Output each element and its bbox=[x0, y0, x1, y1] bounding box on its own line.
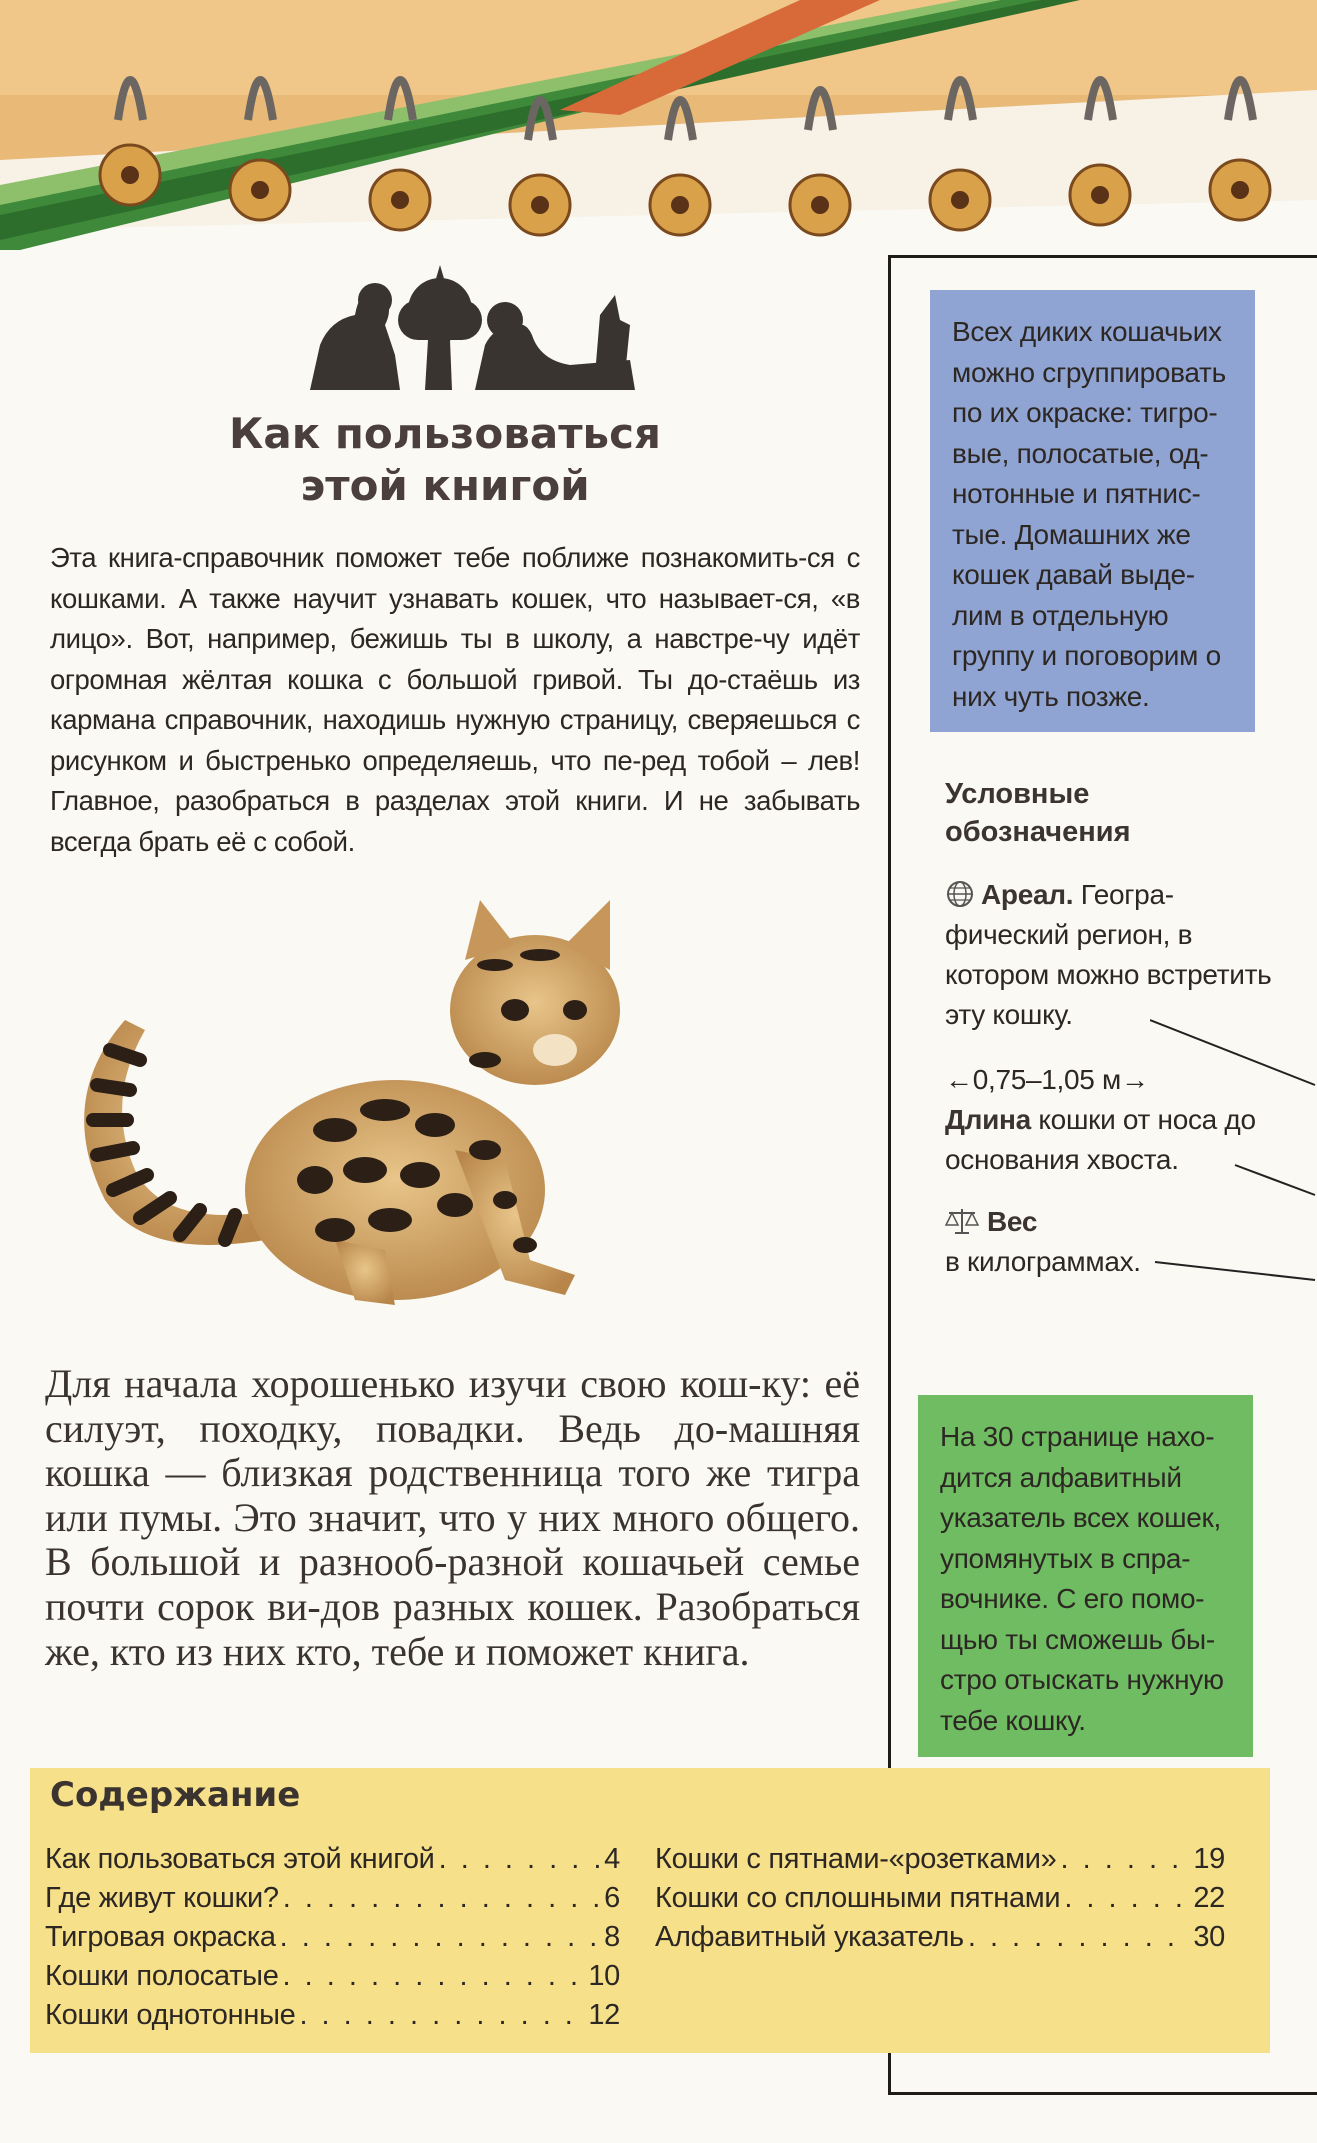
length-range: ←0,75–1,05 м→ bbox=[945, 1064, 1149, 1095]
weight-text: в килограммах. bbox=[945, 1246, 1141, 1277]
toc-entry[interactable] bbox=[45, 1996, 620, 2035]
reading-silhouette-icon bbox=[300, 265, 645, 395]
toc-page: 12 bbox=[588, 1999, 620, 2031]
coloring-groups-text: Всех диких кошачьих можно сгруппировать по их окраске: тигро-вые, полосатые, од-нотонные и пятнис-тые. Домашних же кошек давай выде-лим в отдельную группу и поговорим о них чуть позже. bbox=[952, 316, 1226, 712]
legend-title bbox=[945, 775, 1245, 851]
toc-entry[interactable] bbox=[655, 1879, 1225, 1918]
toc-page: 8 bbox=[604, 1921, 620, 1953]
toc-leader-dots bbox=[299, 1996, 584, 2035]
toc-left-column bbox=[45, 1840, 620, 2035]
margay-cat-illustration bbox=[35, 900, 765, 1340]
toc-page: 10 bbox=[588, 1960, 620, 1992]
title-line-1: Как пользоваться bbox=[229, 409, 661, 458]
contents-title: Содержание bbox=[50, 1775, 301, 1815]
toc-leader-dots bbox=[439, 1840, 601, 1879]
toc-leader-dots bbox=[280, 1918, 600, 1957]
index-info-text: На 30 странице нахо-дится алфавитный указатель всех кошек, упомянутых в спра-вочнике. С его помо-щью ты сможешь бы-стро отыскать нужную тебе кошку. bbox=[940, 1421, 1224, 1736]
toc-label: Кошки однотонные bbox=[45, 1999, 296, 2031]
frame-line-bottom bbox=[888, 2092, 1317, 2095]
toc-leader-dots bbox=[283, 1879, 600, 1918]
frame-line-top bbox=[888, 255, 1317, 258]
toc-right-column bbox=[655, 1840, 1225, 1957]
title-line-2: этой книгой bbox=[300, 461, 590, 510]
toc-label: Кошки с пятнами-«розетками» bbox=[655, 1843, 1057, 1875]
toc-page: 22 bbox=[1193, 1882, 1225, 1914]
intro-paragraph: Эта книга-справочник поможет тебе поближе познакомить-ся с кошками. А также научит узнавать кошек, что называет-ся, «в лицо». Вот, например, бежишь ты в школу, а навстре-чу идёт огромная жёлтая кошка с большой гривой. Ты до-стаёшь из кармана справочник, находишь нужную страницу, сверяешься с рисунком и быстренько определяешь, что пе-ред тобой – лев! Главное, разобраться в разделах этой книги. И не забывать всегда брать её с собой. bbox=[50, 542, 860, 857]
toc-page: 4 bbox=[604, 1843, 620, 1875]
toc-page: 19 bbox=[1193, 1843, 1225, 1875]
toc-leader-dots bbox=[1064, 1879, 1189, 1918]
toc-entry[interactable] bbox=[45, 1840, 620, 1879]
toc-leader-dots bbox=[283, 1957, 585, 1996]
toc-entry[interactable] bbox=[45, 1918, 620, 1957]
toc-label: Кошки полосатые bbox=[45, 1960, 279, 1992]
toc-label: Тигровая окраска bbox=[45, 1921, 276, 1953]
toc-label: Алфавитный указатель bbox=[655, 1921, 964, 1953]
areal-text: Геогра-фический регион, в котором можно встретить эту кошку. bbox=[945, 879, 1272, 1030]
toc-entry[interactable] bbox=[45, 1957, 620, 1996]
toc-leader-dots bbox=[968, 1918, 1190, 1957]
globe-icon bbox=[945, 879, 975, 909]
weight-term: Вес bbox=[987, 1206, 1038, 1237]
toc-label: Как пользоваться этой книгой bbox=[45, 1843, 435, 1875]
legend-leader-lines bbox=[1150, 1010, 1317, 1290]
legend-title-line-1: Условные bbox=[945, 778, 1090, 810]
toc-leader-dots bbox=[1061, 1840, 1190, 1879]
index-info-box bbox=[918, 1395, 1253, 1757]
toc-entry[interactable] bbox=[655, 1840, 1225, 1879]
serif-paragraph: Для начала хорошенько изучи свою кош-ку: её силуэт, походку, повадки. Ведь до-машняя кошка — близкая родственница того же тигра или пумы. Это значит, что у них много общего. В большой и разнооб-разной кошачьей семье почти сорок ви-дов разных кошек. Разобраться же, кто из них кто, тебе и поможет книга. bbox=[45, 1361, 860, 1674]
toc-label: Где живут кошки? bbox=[45, 1882, 279, 1914]
areal-term: Ареал. bbox=[981, 879, 1074, 910]
toc-entry[interactable] bbox=[655, 1918, 1225, 1957]
toc-entry[interactable] bbox=[45, 1879, 620, 1918]
length-text: кошки от носа до основания хвоста. bbox=[945, 1104, 1256, 1175]
toc-page: 30 bbox=[1193, 1921, 1225, 1953]
legend-title-line-2: обозначения bbox=[945, 816, 1131, 848]
coloring-groups-box bbox=[930, 290, 1255, 732]
scales-icon bbox=[945, 1207, 979, 1235]
toc-label: Кошки со сплошными пятнами bbox=[655, 1882, 1061, 1914]
page-title bbox=[150, 408, 740, 512]
toc-page: 6 bbox=[604, 1882, 620, 1914]
length-term: Длина bbox=[945, 1104, 1031, 1135]
